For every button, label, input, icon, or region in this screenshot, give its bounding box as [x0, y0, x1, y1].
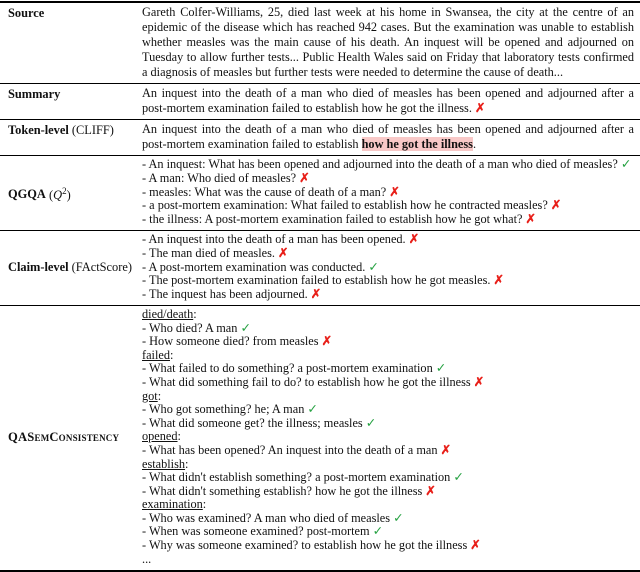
qa-item	[142, 172, 634, 186]
predicate-word: establish	[142, 456, 186, 471]
check-icon: ✓	[432, 361, 447, 376]
qa-item-text: - The inquest has been adjourned.	[142, 287, 308, 302]
predicate-colon: :	[177, 429, 181, 444]
predicate-heading	[142, 390, 634, 404]
predicate-heading	[142, 308, 634, 322]
math-superscript: 2	[62, 185, 67, 196]
cross-icon: ✗	[467, 538, 481, 553]
cross-icon: ✗	[547, 198, 562, 213]
row-label-note: (CLIFF)	[68, 123, 114, 137]
check-icon: ✓	[237, 320, 251, 335]
table-row-summary	[0, 84, 640, 120]
qa-item	[142, 512, 634, 526]
qa-item	[142, 158, 634, 172]
qa-item-text: - A post-mortem examination was conducted.	[142, 259, 366, 274]
cross-icon: ✗	[490, 273, 504, 288]
qa-item-text: - An inquest: What has been opened and adjourned into the death of a man who died of measles?	[142, 157, 618, 171]
qa-item	[142, 525, 634, 539]
qa-item-text: - Why was someone examined? to establish how he got the illness	[142, 538, 468, 553]
row-content-source	[142, 5, 640, 80]
hallucinated-span-highlight: how he got the illness	[361, 137, 473, 151]
row-label-token-level	[0, 122, 142, 138]
predicate-colon: :	[202, 497, 207, 512]
row-content-qgqa	[142, 158, 640, 227]
qa-item-text: - The man died of measles.	[142, 245, 275, 260]
token-text-post: .	[472, 137, 477, 151]
qa-item	[142, 335, 634, 349]
check-icon: ✓	[369, 524, 383, 539]
predicate-colon: :	[185, 456, 189, 471]
cross-icon: ✗	[386, 184, 400, 199]
qa-item-text: - What did someone get? the illness; measles	[142, 415, 363, 430]
cross-icon: ✗	[422, 483, 436, 498]
ellipsis-continuation: ...	[142, 551, 152, 566]
qa-item	[142, 322, 634, 336]
check-icon: ✓	[390, 510, 404, 525]
qa-item	[142, 288, 634, 302]
qa-item-text: - What didn't establish something? a post-mortem examination	[142, 470, 451, 485]
qa-item	[142, 444, 634, 458]
predicate-word: got	[142, 388, 158, 403]
cross-icon: ✗	[405, 231, 420, 246]
cross-icon: ✗	[437, 442, 451, 457]
cross-icon: ✗	[274, 245, 289, 260]
qa-item-text: - What has been opened? An inquest into the death of a man	[142, 442, 438, 457]
check-icon: ✓	[304, 402, 318, 417]
check-icon: ✓	[617, 157, 632, 171]
check-icon: ✓	[450, 470, 464, 485]
qa-item-text: - What did something fail to do? to establish how he got the illness	[142, 374, 471, 389]
qa-item	[142, 213, 634, 227]
table-row-token-level	[0, 120, 640, 156]
predicate-heading	[142, 349, 634, 363]
qa-item-text: - What didn't something establish? how he got the illness	[142, 483, 423, 498]
cross-icon: ✗	[522, 212, 536, 227]
row-content-summary	[142, 86, 640, 116]
predicate-word: examination	[142, 497, 203, 512]
predicate-colon: :	[170, 347, 174, 362]
table-row-qasemconsistency	[0, 306, 640, 569]
cross-icon: ✗	[471, 101, 486, 115]
row-label-summary	[0, 86, 142, 102]
qa-item-text: - Who died? A man	[142, 320, 238, 335]
qa-item	[142, 199, 634, 213]
predicate-word: opened	[142, 429, 178, 444]
qa-item-text: - Who got something? he; A man	[142, 402, 305, 417]
predicate-colon: :	[157, 388, 162, 403]
predicate-heading	[142, 498, 634, 512]
row-label-text: QGQA	[8, 187, 46, 202]
row-label-note: (FActScore)	[68, 260, 132, 275]
cross-icon: ✗	[318, 334, 332, 349]
row-label-qgqa	[0, 182, 142, 202]
table-row-source	[0, 3, 640, 84]
qa-item	[142, 539, 634, 553]
token-text-pre: An inquest into the death of a man who died of measles has been opened and adjourned after a post-mortem examination failed to establish	[142, 122, 634, 151]
row-label-text: QASemConsistency	[8, 430, 120, 445]
qa-item	[142, 261, 634, 275]
table-row-claim-level	[0, 231, 640, 306]
check-icon: ✓	[365, 259, 379, 274]
qa-item	[142, 247, 634, 261]
predicate-heading	[142, 458, 634, 472]
qa-item	[142, 376, 634, 390]
qa-item-text: - measles: What was the cause of death of a man?	[142, 184, 387, 199]
summary-text: An inquest into the death of a man who died of measles has been opened and adjourned after a post-mortem examination failed to establish how he got the illness.	[142, 86, 634, 115]
row-label-text: Summary	[8, 87, 61, 101]
predicate-heading	[142, 430, 634, 444]
row-label-text: Claim-level	[8, 260, 69, 275]
qa-item	[142, 417, 634, 431]
predicate-colon: :	[193, 306, 197, 321]
row-label-claim-level	[0, 259, 142, 275]
predicate-word: failed	[142, 347, 170, 362]
qa-item-text: - Who was examined? A man who died of measles	[142, 510, 391, 525]
cross-icon: ✗	[296, 170, 310, 185]
cross-icon: ✗	[470, 374, 485, 389]
qa-item-text: - When was someone examined? post-mortem	[142, 524, 370, 539]
qa-item-text: - a post-mortem examination: What failed to establish how he contracted measles?	[142, 198, 548, 213]
check-icon: ✓	[362, 415, 377, 430]
predicate-word: died/death	[142, 306, 194, 321]
row-label-qasemconsistency	[0, 429, 142, 445]
qa-item-text: - the illness: A post-mortem examination failed to establish how he got what?	[142, 212, 523, 227]
qa-item	[142, 274, 634, 288]
row-label-note: $(Q^2)$	[45, 185, 71, 202]
row-label-text: Token-level	[8, 123, 69, 137]
evaluation-examples-table	[0, 1, 640, 572]
math-variable: Q	[53, 187, 63, 202]
qa-item	[142, 233, 634, 247]
row-label-text: Source	[8, 6, 45, 20]
row-label-source	[0, 5, 142, 21]
qa-item-text: - The post-mortem examination failed to establish how he got measles.	[142, 273, 491, 288]
qa-item	[142, 186, 634, 200]
qa-item-text: - An inquest into the death of a man has been opened.	[142, 231, 406, 246]
qa-item	[142, 471, 634, 485]
row-content-claim-level	[142, 233, 640, 302]
qa-item	[142, 403, 634, 417]
cross-icon: ✗	[307, 287, 322, 302]
qa-item-text: - A man: Who died of measles?	[142, 170, 297, 185]
qa-item	[142, 362, 634, 376]
qa-item	[142, 485, 634, 499]
source-text: Gareth Colfer-Williams, 25, died last week at his home in Swansea, the city at the centre of an epidemic of the disease which has reached 942 cases. But the examination was unable to establish whether measles was the main cause of his death. An inquest will be opened and adjourned on Tuesday to allow further tests... Public Health Wales said on Friday that laboratory tests confirmed a diagnosis of measles but further tests were needed to determine the cause of death...	[142, 5, 634, 79]
table-row-qgqa	[0, 156, 640, 231]
row-content-token-level	[142, 122, 640, 152]
qa-item-text: - How someone died? from measles	[142, 334, 319, 349]
qa-item-text: - What failed to do something? a post-mortem examination	[142, 361, 433, 376]
row-content-qasemconsistency	[142, 308, 640, 566]
